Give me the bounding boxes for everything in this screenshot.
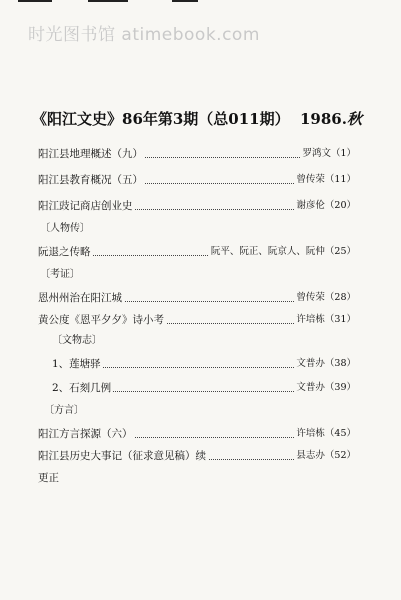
top-edge-marks bbox=[0, 0, 401, 8]
entry-ref bbox=[209, 244, 356, 260]
toc-entry bbox=[38, 426, 356, 442]
year-text: 1986. bbox=[300, 110, 347, 128]
season-text: 秋 bbox=[346, 110, 362, 128]
entry-page: （1） bbox=[330, 148, 356, 159]
issue-header bbox=[32, 108, 362, 130]
entry-title: 2、石刻几例 bbox=[52, 382, 112, 394]
entry-title: 1、莲塘驿 bbox=[52, 358, 101, 370]
entry-ref bbox=[294, 290, 356, 306]
entry-title: 阳江方言探源（六） bbox=[38, 428, 133, 440]
entry-ref bbox=[294, 172, 356, 188]
entry-ref bbox=[294, 198, 356, 214]
toc-entry bbox=[38, 356, 356, 372]
entry-author: 许培栋 bbox=[296, 314, 325, 325]
toc-entry bbox=[38, 290, 356, 306]
entry-author: 县志办 bbox=[296, 450, 325, 461]
entry-author: 许培栋 bbox=[296, 428, 325, 439]
toc-entry bbox=[38, 448, 356, 464]
section-heading-people: 〔人物传〕 bbox=[40, 223, 90, 234]
section-heading-relics: 〔文物志〕 bbox=[52, 335, 102, 346]
entry-ref bbox=[294, 356, 356, 372]
edge-mark bbox=[18, 0, 52, 2]
entry-page: （38） bbox=[324, 358, 356, 369]
entry-ref bbox=[300, 146, 356, 162]
entry-author: 文普办 bbox=[296, 382, 325, 393]
entry-title: 恩州州治在阳江城 bbox=[38, 292, 122, 304]
entry-author: 谢彦伦 bbox=[296, 200, 325, 211]
entry-title: 阳江县教育概况（五） bbox=[38, 174, 143, 186]
entry-author: 阮平、阮正、阮京人、阮仲 bbox=[210, 246, 325, 257]
toc-entry bbox=[38, 146, 356, 162]
toc-entry bbox=[38, 244, 356, 260]
entry-page: （31） bbox=[324, 314, 356, 325]
entry-page: （25） bbox=[324, 246, 356, 257]
watermark: 时光图书馆 atimebook.com bbox=[28, 25, 260, 45]
entry-page: （20） bbox=[324, 200, 356, 211]
issue-year bbox=[300, 108, 362, 129]
toc-entry bbox=[38, 172, 356, 188]
toc-entry bbox=[38, 380, 356, 396]
journal-issue-title: 《阳江文史》86年第3期（总011期） bbox=[32, 110, 290, 128]
entry-author: 曾传荣 bbox=[296, 174, 325, 185]
edge-mark bbox=[88, 0, 128, 2]
entry-page: （52） bbox=[324, 450, 356, 461]
entry-title: 阳江县地理概述（九） bbox=[38, 148, 143, 160]
toc-entry bbox=[38, 198, 356, 214]
entry-page: （45） bbox=[324, 428, 356, 439]
entry-page: （28） bbox=[324, 292, 356, 303]
entry-author: 罗鸿文 bbox=[302, 148, 331, 159]
entry-ref bbox=[294, 312, 356, 328]
section-heading-research: 〔考证〕 bbox=[40, 269, 80, 280]
toc-entry bbox=[38, 312, 356, 328]
edge-mark bbox=[172, 0, 198, 2]
entry-ref bbox=[294, 380, 356, 396]
entry-title: 阳江豉记商店创业史 bbox=[38, 200, 133, 212]
entry-page: （39） bbox=[324, 382, 356, 393]
entry-author: 文普办 bbox=[296, 358, 325, 369]
errata-label: 更正 bbox=[38, 472, 59, 484]
entry-author: 曾传荣 bbox=[296, 292, 325, 303]
section-heading-dialect: 〔方言〕 bbox=[44, 405, 84, 416]
entry-title: 阳江县历史大事记（征求意见稿）续 bbox=[38, 450, 206, 462]
entry-ref bbox=[294, 448, 356, 464]
entry-title: 黄公度《恩平夕夕》诗小考 bbox=[38, 314, 164, 326]
entry-title: 阮退之传略 bbox=[38, 246, 91, 258]
entry-page: （11） bbox=[324, 174, 356, 185]
entry-ref bbox=[294, 426, 356, 442]
